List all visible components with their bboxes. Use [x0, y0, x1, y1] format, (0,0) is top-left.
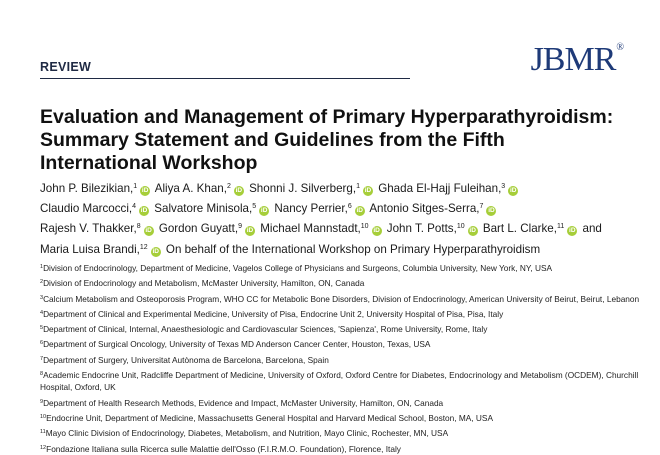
affiliation	[40, 368, 650, 394]
affiliation-number: 8	[40, 371, 44, 378]
orcid-icon[interactable]: iD	[569, 227, 576, 235]
affiliation-text: Fondazione Italiana sulla Ricerca sulle Malattie dell'Osso (F.I.R.M.O. Foundation), Florence, Italy	[46, 443, 401, 454]
author	[40, 222, 156, 235]
author-name: Nancy Perrier,	[274, 202, 348, 216]
orcid-icon[interactable]: iD	[364, 187, 372, 194]
affiliation-text: Department of Surgery, Universitat Autònoma de Barcelona, Barcelona, Spain	[43, 354, 329, 365]
affiliation-number: 11	[40, 429, 46, 436]
author-affiliation-ref: 12	[139, 243, 148, 251]
author-affiliation-ref: 1	[133, 183, 138, 190]
author-name: Shonni J. Silverberg,	[249, 182, 357, 195]
affiliation-text: Mayo Clinic Division of Endocrinology, Diabetes, Metabolism, and Nutrition, Mayo Clinic, Rochester, MN, USA	[45, 428, 449, 439]
affiliation-number: 3	[40, 294, 44, 301]
affiliation-text: Division of Endocrinology and Metabolism, McMaster University, Hamilton, ON, Canada	[43, 278, 365, 289]
author-affiliation-ref: 3	[501, 183, 506, 190]
affiliation	[40, 261, 650, 274]
affiliation-text: Division of Endocrinology, Department of Medicine, Vagelos College of Physicians and Surgeons, Columbia University, New York, NY, USA	[43, 263, 553, 273]
affiliation	[40, 276, 650, 289]
author-affiliation-ref: 2	[226, 183, 231, 190]
author	[40, 243, 163, 256]
orcid-icon[interactable]: iD	[488, 207, 495, 215]
affiliation-list	[40, 261, 650, 455]
author-affiliation-ref: 1	[356, 183, 360, 190]
affiliation-text: Department of Clinical, Internal, Anaesthesiologic and Cardiovascular Sciences, 'Sapienza', Rome University, Rome, Italy	[43, 324, 488, 335]
affiliation	[40, 322, 650, 335]
affiliation-number: 10	[40, 413, 47, 420]
registered-mark: ®	[616, 42, 624, 53]
author	[249, 182, 375, 195]
orcid-icon[interactable]: iD	[356, 207, 363, 215]
affiliation	[40, 396, 650, 409]
author-name: Bart L. Clarke,	[482, 222, 557, 236]
author	[40, 202, 151, 215]
affiliation	[40, 337, 650, 350]
author-name: John P. Bilezikian,	[40, 182, 134, 195]
affiliation-text: Department of Clinical and Experimental Medicine, University of Pisa, Endocrine Unit 2, University Hospital of Pisa, Pisa, Italy	[43, 308, 504, 319]
author-name: Claudio Marcocci,	[40, 202, 133, 216]
orcid-icon[interactable]: iD	[373, 227, 380, 235]
author-name: Antonio Sitges-Serra,	[369, 202, 480, 216]
affiliation-number: 12	[40, 444, 47, 451]
author-name: John T. Potts,	[386, 222, 457, 236]
author-name: Salvatore Minisola,	[154, 202, 253, 216]
orcid-icon[interactable]: iD	[509, 187, 517, 194]
authors-conjunction: and	[582, 222, 602, 236]
author	[40, 182, 152, 195]
orcid-icon[interactable]: iD	[260, 207, 268, 215]
affiliation-number: 9	[40, 398, 44, 405]
author-list	[40, 178, 640, 259]
affiliation-number: 1	[40, 264, 44, 270]
orcid-icon[interactable]: iD	[145, 227, 152, 235]
author-affiliation-ref: 7	[479, 203, 484, 211]
orcid-icon[interactable]: iD	[469, 227, 476, 235]
orcid-icon[interactable]: iD	[152, 247, 159, 255]
affiliation	[40, 353, 650, 366]
affiliation-text: Calcium Metabolism and Osteoporosis Program, WHO CC for Metabolic Bone Disorders, Division of Endocrinology, American University of Beirut, Beirut, Lebanon	[43, 293, 640, 304]
author-affiliation-ref: 4	[132, 203, 137, 211]
author	[483, 222, 579, 235]
author-affiliation-ref: 11	[556, 223, 565, 231]
orcid-icon[interactable]: iD	[140, 207, 148, 215]
affiliation-number: 7	[40, 355, 44, 362]
affiliation-number: 4	[40, 309, 44, 316]
affiliation-text: Department of Surgical Oncology, University of Texas MD Anderson Cancer Center, Houston, Texas, USA	[43, 339, 431, 350]
affiliation	[40, 307, 650, 320]
section-label: REVIEW	[40, 60, 92, 74]
author-affiliation-ref: 10	[360, 223, 369, 231]
author-affiliation-ref: 6	[347, 203, 352, 211]
affiliation-number: 2	[40, 279, 44, 286]
journal-name: JBMR	[530, 41, 616, 78]
author-affiliation-ref: 10	[456, 223, 465, 231]
affiliation	[40, 292, 650, 305]
author	[155, 182, 246, 195]
author	[260, 222, 383, 235]
affiliation-number: 6	[40, 340, 44, 347]
author	[154, 202, 271, 215]
affiliation-text: Endocrine Unit, Department of Medicine, Massachusetts General Hospital and Harvard Medical School, Boston, MA, USA	[46, 412, 493, 423]
author-name: Michael Mannstadt,	[260, 222, 361, 236]
author-name: Aliya A. Khan,	[154, 182, 227, 195]
orcid-icon[interactable]: iD	[246, 227, 254, 235]
author-name: Rajesh V. Thakker,	[40, 222, 137, 236]
author	[369, 202, 498, 215]
author-affiliation-ref: 9	[238, 223, 242, 231]
orcid-icon[interactable]: iD	[141, 187, 149, 194]
affiliation	[40, 411, 650, 424]
author	[387, 222, 480, 235]
author	[274, 202, 366, 215]
journal-logo	[531, 43, 624, 77]
author-group: On behalf of the International Workshop on Primary Hyperparathyroidism	[165, 242, 541, 256]
author-affiliation-ref: 8	[136, 223, 141, 231]
section-divider	[40, 78, 410, 79]
affiliation-number: 5	[40, 325, 44, 332]
author-affiliation-ref: 5	[252, 203, 257, 211]
author-name: Ghada El-Hajj Fuleihan,	[378, 182, 502, 195]
affiliation	[40, 442, 650, 455]
affiliation-text: Department of Health Research Methods, Evidence and Impact, McMaster University, Hamilton, ON, Canada	[43, 397, 444, 408]
author	[378, 182, 520, 195]
author-name: Gordon Guyatt,	[158, 222, 239, 236]
article-title: Evaluation and Management of Primary Hyperparathyroidism: Summary Statement and Guidelines from the Fifth International Workshop	[40, 106, 614, 174]
affiliation-text: Academic Endocrine Unit, Radcliffe Department of Medicine, University of Oxford, Oxford Centre for Diabetes, Endocrinology and Metabolism (OCDEM), Churchill Hospital, Oxford, UK	[40, 370, 639, 393]
affiliation	[40, 426, 650, 439]
author	[159, 222, 257, 235]
orcid-icon[interactable]: iD	[235, 187, 243, 194]
author-name: Maria Luisa Brandi,	[40, 242, 140, 256]
